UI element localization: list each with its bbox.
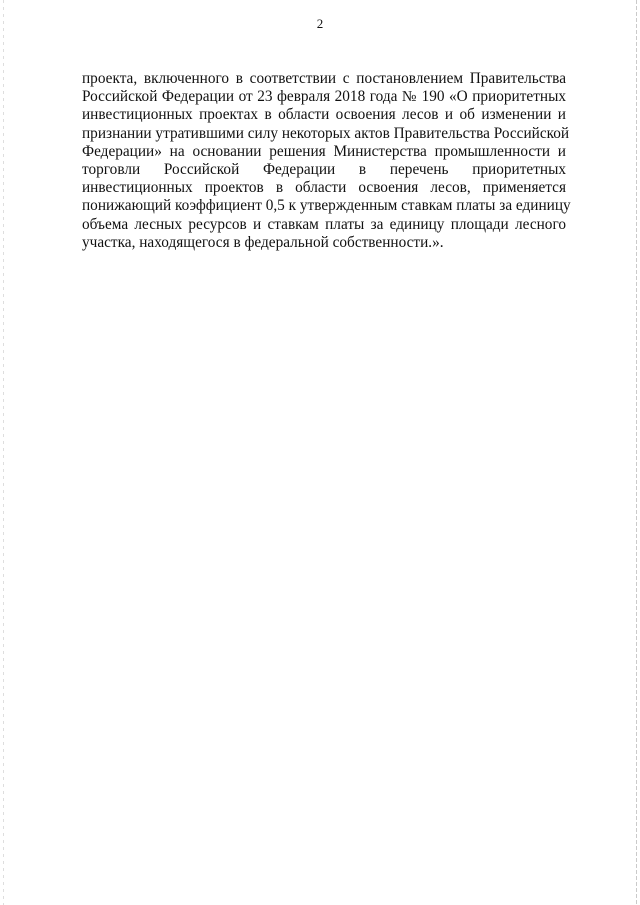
paragraph-line: Федерации» на основании решения Министерства промышленности и [82, 142, 566, 160]
paragraph-line: признании утратившими силу некоторых актов Правительства Российской [82, 124, 570, 142]
paragraph-line: объема лесных ресурсов и ставкам платы за единицу площади лесного [82, 215, 566, 233]
page-number: 2 [316, 16, 324, 31]
paragraph-line: инвестиционных проектов в области освоения лесов, применяется [82, 179, 566, 197]
scan-edge-right [636, 0, 637, 905]
paragraph-line: торговли Российской Федерации в перечень приоритетных [82, 161, 566, 179]
paragraph-line: Российской Федерации от 23 февраля 2018 года № 190 «О приоритетных [82, 88, 566, 106]
paragraph-line: инвестиционных проектах в области освоения лесов и об изменении и [82, 106, 566, 124]
paragraph-line: понижающий коэффициент 0,5 к утвержденным ставкам платы за единицу [82, 197, 571, 215]
body-paragraph [82, 70, 571, 252]
paragraph-line: проекта, включенного в соответствии с постановлением Правительства [82, 70, 566, 87]
paragraph-line: участка, находящегося в федеральной собственности.». [82, 233, 444, 251]
scan-edge-left [3, 0, 4, 905]
